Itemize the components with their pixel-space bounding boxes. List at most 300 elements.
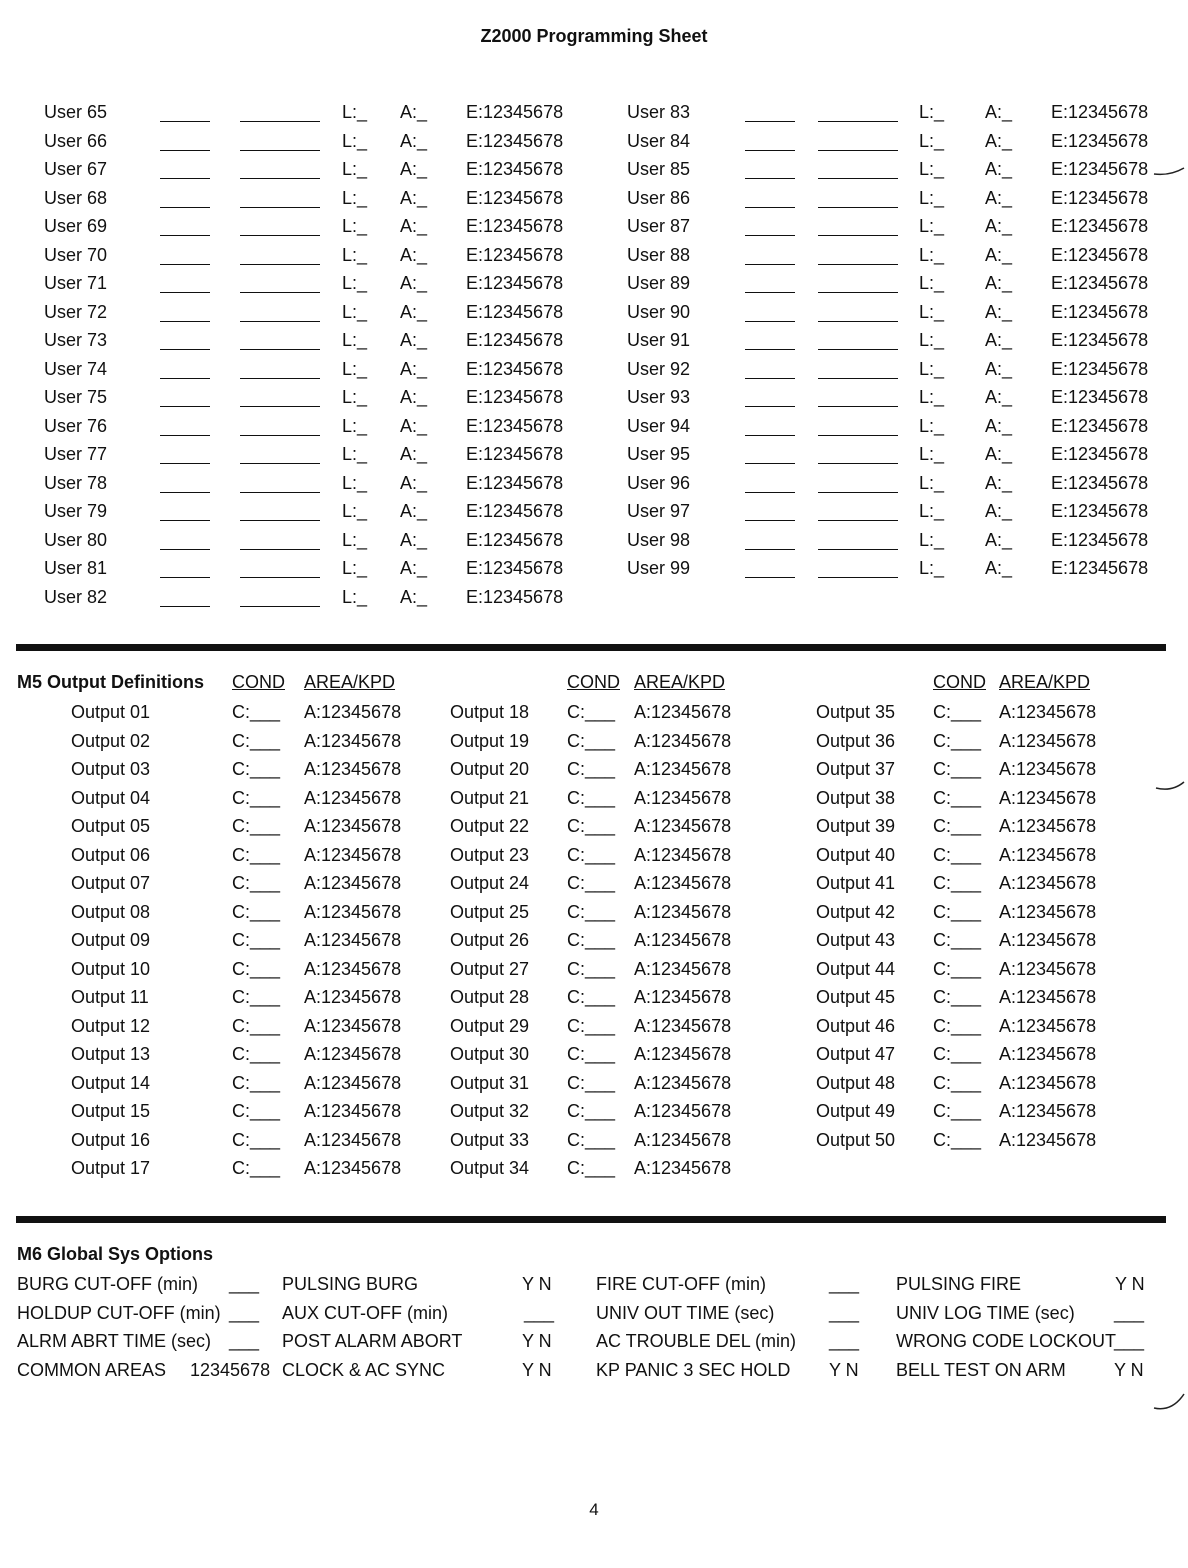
level-field[interactable]: L:_	[342, 530, 368, 550]
enable-field[interactable]: E:12345678	[1051, 245, 1149, 265]
name-field[interactable]	[818, 207, 898, 208]
area-kpd-field[interactable]: A:12345678	[634, 1016, 732, 1036]
area-kpd-field[interactable]: A:12345678	[304, 1101, 402, 1121]
output-label: Output 38	[816, 788, 896, 808]
user-label: User 73	[44, 330, 108, 350]
user-row	[0, 414, 1188, 440]
enable-field[interactable]: E:12345678	[1051, 159, 1149, 179]
cond-field[interactable]: C:___	[933, 1044, 982, 1064]
code-field[interactable]	[745, 549, 795, 550]
output-label: Output 01	[71, 702, 151, 722]
name-field[interactable]	[818, 378, 898, 379]
name-field[interactable]	[818, 264, 898, 265]
output-label: Output 45	[816, 987, 896, 1007]
level-field[interactable]: L:_	[919, 473, 945, 493]
enable-field[interactable]: E:12345678	[466, 216, 564, 236]
level-field[interactable]: L:_	[919, 501, 945, 521]
level-field[interactable]: L:_	[342, 416, 368, 436]
area-field[interactable]: A:_	[400, 530, 428, 550]
user-row	[0, 385, 1188, 411]
output-label: Output 44	[816, 959, 896, 979]
enable-field[interactable]: E:12345678	[466, 530, 564, 550]
cond-field[interactable]: C:___	[567, 816, 616, 836]
area-kpd-field[interactable]: A:12345678	[634, 1158, 732, 1178]
enable-field[interactable]: E:12345678	[466, 587, 564, 607]
cond-field[interactable]: C:___	[232, 845, 281, 865]
cond-field[interactable]: C:___	[933, 1101, 982, 1121]
cond-field[interactable]: C:___	[933, 902, 982, 922]
area-field[interactable]: A:_	[400, 245, 428, 265]
cond-field[interactable]: C:___	[933, 959, 982, 979]
area-field[interactable]: A:_	[985, 416, 1013, 436]
area-field[interactable]: A:_	[985, 216, 1013, 236]
level-field[interactable]: L:_	[342, 444, 368, 464]
enable-field[interactable]: E:12345678	[466, 359, 564, 379]
user-row	[0, 442, 1188, 468]
area-field[interactable]: A:_	[400, 273, 428, 293]
name-field[interactable]	[240, 606, 320, 607]
cond-field[interactable]: C:___	[232, 1158, 281, 1178]
level-field[interactable]: L:_	[919, 387, 945, 407]
area-kpd-field[interactable]: A:12345678	[999, 1073, 1097, 1093]
user-label: User 90	[627, 302, 691, 322]
enable-field[interactable]: E:12345678	[1051, 444, 1149, 464]
option-label: UNIV LOG TIME (sec)	[896, 1303, 1075, 1323]
code-field[interactable]	[745, 463, 795, 464]
code-field[interactable]	[745, 321, 795, 322]
cond-field[interactable]: C:___	[232, 731, 281, 751]
level-field[interactable]: L:_	[919, 558, 945, 578]
cond-field[interactable]: C:___	[933, 788, 982, 808]
output-label: Output 16	[71, 1130, 151, 1150]
level-field[interactable]: L:_	[919, 159, 945, 179]
area-kpd-field[interactable]: A:12345678	[304, 1073, 402, 1093]
enable-field[interactable]: E:12345678	[466, 302, 564, 322]
output-label: Output 25	[450, 902, 530, 922]
option-value[interactable]: ___	[1114, 1331, 1145, 1351]
area-kpd-field[interactable]: A:12345678	[304, 987, 402, 1007]
option-value[interactable]: ___	[524, 1303, 555, 1323]
enable-field[interactable]: E:12345678	[1051, 131, 1149, 151]
area-kpd-field[interactable]: A:12345678	[999, 873, 1097, 893]
area-kpd-field[interactable]: A:12345678	[304, 1016, 402, 1036]
area-field[interactable]: A:_	[985, 102, 1013, 122]
enable-field[interactable]: E:12345678	[1051, 216, 1149, 236]
level-field[interactable]: L:_	[342, 387, 368, 407]
area-field[interactable]: A:_	[400, 216, 428, 236]
level-field[interactable]: L:_	[919, 188, 945, 208]
cond-field[interactable]: C:___	[232, 816, 281, 836]
level-field[interactable]: L:_	[342, 159, 368, 179]
cond-field[interactable]: C:___	[232, 930, 281, 950]
output-row	[0, 729, 1188, 755]
cond-field[interactable]: C:___	[232, 702, 281, 722]
enable-field[interactable]: E:12345678	[466, 501, 564, 521]
option-row	[0, 1329, 1188, 1355]
level-field[interactable]: L:_	[342, 216, 368, 236]
user-label: User 69	[44, 216, 108, 236]
level-field[interactable]: L:_	[342, 188, 368, 208]
cond-field[interactable]: C:___	[232, 1016, 281, 1036]
area-kpd-field[interactable]: A:12345678	[304, 930, 402, 950]
area-kpd-field[interactable]: A:12345678	[634, 816, 732, 836]
area-kpd-field[interactable]: A:12345678	[304, 816, 402, 836]
cond-field[interactable]: C:___	[232, 1101, 281, 1121]
area-field[interactable]: A:_	[400, 587, 428, 607]
cond-field[interactable]: C:___	[933, 759, 982, 779]
level-field[interactable]: L:_	[342, 359, 368, 379]
area-kpd-field[interactable]: A:12345678	[304, 1044, 402, 1064]
area-kpd-field[interactable]: A:12345678	[999, 788, 1097, 808]
user-label: User 84	[627, 131, 691, 151]
cond-field[interactable]: C:___	[933, 1016, 982, 1036]
cond-field[interactable]: C:___	[567, 959, 616, 979]
enable-field[interactable]: E:12345678	[466, 102, 564, 122]
level-field[interactable]: L:_	[919, 444, 945, 464]
level-field[interactable]: L:_	[342, 501, 368, 521]
section-divider	[16, 1216, 1166, 1223]
level-field[interactable]: L:_	[342, 302, 368, 322]
cond-field[interactable]: C:___	[232, 1073, 281, 1093]
area-field[interactable]: A:_	[985, 188, 1013, 208]
name-field[interactable]	[818, 549, 898, 550]
area-kpd-field[interactable]: A:12345678	[634, 1044, 732, 1064]
area-kpd-field[interactable]: A:12345678	[634, 1073, 732, 1093]
option-value[interactable]: ___	[229, 1331, 260, 1351]
enable-field[interactable]: E:12345678	[1051, 188, 1149, 208]
cond-field[interactable]: C:___	[567, 873, 616, 893]
area-kpd-field[interactable]: A:12345678	[304, 759, 402, 779]
output-label: Output 21	[450, 788, 530, 808]
enable-field[interactable]: E:12345678	[1051, 302, 1149, 322]
area-kpd-field[interactable]: A:12345678	[999, 987, 1097, 1007]
level-field[interactable]: L:_	[342, 330, 368, 350]
area-field[interactable]: A:_	[400, 302, 428, 322]
enable-field[interactable]: E:12345678	[466, 416, 564, 436]
area-field[interactable]: A:_	[985, 159, 1013, 179]
enable-field[interactable]: E:12345678	[466, 245, 564, 265]
user-row	[0, 556, 1188, 582]
area-kpd-field[interactable]: A:12345678	[634, 873, 732, 893]
name-field[interactable]	[818, 292, 898, 293]
output-label: Output 15	[71, 1101, 151, 1121]
cond-field[interactable]: C:___	[232, 1044, 281, 1064]
option-value[interactable]: Y N	[522, 1331, 552, 1351]
level-field[interactable]: L:_	[342, 102, 368, 122]
area-kpd-field[interactable]: A:12345678	[999, 731, 1097, 751]
option-label: AC TROUBLE DEL (min)	[596, 1331, 797, 1351]
enable-field[interactable]: E:12345678	[1051, 359, 1149, 379]
area-kpd-field[interactable]: A:12345678	[999, 959, 1097, 979]
option-value[interactable]: 12345678	[190, 1360, 271, 1380]
cond-field[interactable]: C:___	[567, 1158, 616, 1178]
cond-field[interactable]: C:___	[232, 788, 281, 808]
output-label: Output 36	[816, 731, 896, 751]
area-kpd-field[interactable]: A:12345678	[304, 959, 402, 979]
code-field[interactable]	[745, 150, 795, 151]
enable-field[interactable]: E:12345678	[466, 558, 564, 578]
area-kpd-field[interactable]: A:12345678	[634, 959, 732, 979]
cond-field[interactable]: C:___	[567, 930, 616, 950]
cond-field[interactable]: C:___	[567, 1044, 616, 1064]
code-field[interactable]	[745, 406, 795, 407]
area-kpd-field[interactable]: A:12345678	[999, 1016, 1097, 1036]
area-field[interactable]: A:_	[985, 501, 1013, 521]
cond-field[interactable]: C:___	[933, 987, 982, 1007]
area-kpd-field[interactable]: A:12345678	[999, 1044, 1097, 1064]
user-row	[0, 243, 1188, 269]
level-field[interactable]: L:_	[919, 245, 945, 265]
code-field[interactable]	[745, 264, 795, 265]
option-value[interactable]: ___	[829, 1274, 860, 1294]
output-label: Output 04	[71, 788, 151, 808]
option-value[interactable]: ___	[829, 1331, 860, 1351]
cond-field[interactable]: C:___	[567, 788, 616, 808]
level-field[interactable]: L:_	[919, 131, 945, 151]
cond-field[interactable]: C:___	[933, 1073, 982, 1093]
option-value[interactable]: Y N	[1115, 1274, 1145, 1294]
page-title: Z2000 Programming Sheet	[480, 26, 708, 46]
area-kpd-field[interactable]: A:12345678	[634, 845, 732, 865]
area-kpd-header: AREA/KPD	[304, 672, 396, 692]
output-label: Output 23	[450, 845, 530, 865]
area-kpd-field[interactable]: A:12345678	[304, 845, 402, 865]
output-row	[0, 928, 1188, 954]
name-field[interactable]	[818, 349, 898, 350]
user-row	[0, 300, 1188, 326]
level-field[interactable]: L:_	[919, 530, 945, 550]
m5-heading: M5 Output Definitions	[17, 672, 204, 692]
user-row	[0, 499, 1188, 525]
cond-field[interactable]: C:___	[933, 930, 982, 950]
area-kpd-field[interactable]: A:12345678	[304, 702, 402, 722]
area-field[interactable]: A:_	[985, 131, 1013, 151]
cond-field[interactable]: C:___	[567, 987, 616, 1007]
name-field[interactable]	[818, 321, 898, 322]
level-field[interactable]: L:_	[919, 416, 945, 436]
area-kpd-field[interactable]: A:12345678	[999, 702, 1097, 722]
area-field[interactable]: A:_	[400, 501, 428, 521]
cond-field[interactable]: C:___	[567, 845, 616, 865]
name-field[interactable]	[818, 577, 898, 578]
code-field[interactable]	[160, 606, 210, 607]
area-kpd-field[interactable]: A:12345678	[634, 788, 732, 808]
area-field[interactable]: A:_	[400, 330, 428, 350]
level-field[interactable]: L:_	[919, 330, 945, 350]
option-value[interactable]: ___	[229, 1274, 260, 1294]
option-value[interactable]: ___	[829, 1303, 860, 1323]
level-field[interactable]: L:_	[919, 216, 945, 236]
level-field[interactable]: L:_	[919, 359, 945, 379]
area-field[interactable]: A:_	[400, 159, 428, 179]
area-field[interactable]: A:_	[985, 387, 1013, 407]
level-field[interactable]: L:_	[342, 245, 368, 265]
output-row	[0, 1042, 1188, 1068]
enable-field[interactable]: E:12345678	[466, 159, 564, 179]
area-field[interactable]: A:_	[985, 473, 1013, 493]
code-field[interactable]	[745, 492, 795, 493]
enable-field[interactable]: E:12345678	[1051, 416, 1149, 436]
enable-field[interactable]: E:12345678	[1051, 501, 1149, 521]
enable-field[interactable]: E:12345678	[466, 330, 564, 350]
enable-field[interactable]: E:12345678	[1051, 387, 1149, 407]
area-kpd-field[interactable]: A:12345678	[999, 930, 1097, 950]
option-value[interactable]: Y N	[522, 1274, 552, 1294]
output-label: Output 48	[816, 1073, 896, 1093]
name-field[interactable]	[818, 178, 898, 179]
area-kpd-field[interactable]: A:12345678	[999, 1101, 1097, 1121]
area-field[interactable]: A:_	[400, 444, 428, 464]
level-field[interactable]: L:_	[342, 131, 368, 151]
code-field[interactable]	[745, 207, 795, 208]
option-value[interactable]: Y N	[829, 1360, 859, 1380]
enable-field[interactable]: E:12345678	[466, 131, 564, 151]
level-field[interactable]: L:_	[919, 273, 945, 293]
area-field[interactable]: A:_	[400, 473, 428, 493]
area-kpd-field[interactable]: A:12345678	[634, 702, 732, 722]
area-field[interactable]: A:_	[985, 558, 1013, 578]
area-field[interactable]: A:_	[985, 302, 1013, 322]
area-kpd-field[interactable]: A:12345678	[304, 1130, 402, 1150]
area-field[interactable]: A:_	[400, 102, 428, 122]
area-field[interactable]: A:_	[985, 245, 1013, 265]
area-kpd-field[interactable]: A:12345678	[304, 1158, 402, 1178]
name-field[interactable]	[818, 121, 898, 122]
code-field[interactable]	[745, 577, 795, 578]
enable-field[interactable]: E:12345678	[466, 273, 564, 293]
area-field[interactable]: A:_	[400, 558, 428, 578]
user-label: User 91	[627, 330, 691, 350]
cond-field[interactable]: C:___	[232, 759, 281, 779]
area-field[interactable]: A:_	[985, 273, 1013, 293]
area-field[interactable]: A:_	[985, 330, 1013, 350]
enable-field[interactable]: E:12345678	[466, 444, 564, 464]
area-field[interactable]: A:_	[400, 188, 428, 208]
user-label: User 74	[44, 359, 108, 379]
cond-field[interactable]: C:___	[933, 731, 982, 751]
cond-field[interactable]: C:___	[232, 873, 281, 893]
area-field[interactable]: A:_	[985, 444, 1013, 464]
enable-field[interactable]: E:12345678	[1051, 273, 1149, 293]
cond-field[interactable]: C:___	[933, 1130, 982, 1150]
code-field[interactable]	[745, 349, 795, 350]
cond-field[interactable]: C:___	[567, 702, 616, 722]
level-field[interactable]: L:_	[342, 587, 368, 607]
area-field[interactable]: A:_	[985, 359, 1013, 379]
area-kpd-field[interactable]: A:12345678	[634, 902, 732, 922]
code-field[interactable]	[745, 435, 795, 436]
area-kpd-field[interactable]: A:12345678	[304, 788, 402, 808]
code-field[interactable]	[745, 378, 795, 379]
enable-field[interactable]: E:12345678	[466, 473, 564, 493]
user-label: User 83	[627, 102, 691, 122]
page-number: 4	[589, 1500, 599, 1519]
enable-field[interactable]: E:12345678	[1051, 473, 1149, 493]
name-field[interactable]	[818, 406, 898, 407]
cond-field[interactable]: C:___	[567, 1101, 616, 1121]
cond-field[interactable]: C:___	[232, 987, 281, 1007]
cond-field[interactable]: C:___	[933, 845, 982, 865]
option-value[interactable]: Y N	[1114, 1360, 1144, 1380]
name-field[interactable]	[818, 435, 898, 436]
name-field[interactable]	[818, 463, 898, 464]
output-label: Output 42	[816, 902, 896, 922]
option-value[interactable]: ___	[1114, 1303, 1145, 1323]
level-field[interactable]: L:_	[919, 102, 945, 122]
cond-field[interactable]: C:___	[567, 759, 616, 779]
user-label: User 68	[44, 188, 108, 208]
cond-field[interactable]: C:___	[567, 731, 616, 751]
name-field[interactable]	[818, 150, 898, 151]
output-label: Output 27	[450, 959, 530, 979]
area-field[interactable]: A:_	[985, 530, 1013, 550]
area-kpd-field[interactable]: A:12345678	[999, 759, 1097, 779]
code-field[interactable]	[745, 178, 795, 179]
enable-field[interactable]: E:12345678	[466, 188, 564, 208]
enable-field[interactable]: E:12345678	[1051, 558, 1149, 578]
area-kpd-field[interactable]: A:12345678	[304, 902, 402, 922]
level-field[interactable]: L:_	[342, 558, 368, 578]
area-kpd-field[interactable]: A:12345678	[634, 930, 732, 950]
area-field[interactable]: A:_	[400, 131, 428, 151]
enable-field[interactable]: E:12345678	[1051, 530, 1149, 550]
cond-field[interactable]: C:___	[567, 1073, 616, 1093]
user-label: User 89	[627, 273, 691, 293]
cond-field[interactable]: C:___	[933, 702, 982, 722]
area-kpd-field[interactable]: A:12345678	[304, 873, 402, 893]
area-kpd-field[interactable]: A:12345678	[999, 1130, 1097, 1150]
name-field[interactable]	[818, 520, 898, 521]
cond-field[interactable]: C:___	[232, 959, 281, 979]
cond-field[interactable]: C:___	[232, 1130, 281, 1150]
area-kpd-field[interactable]: A:12345678	[634, 1130, 732, 1150]
area-kpd-field[interactable]: A:12345678	[999, 845, 1097, 865]
cond-field[interactable]: C:___	[567, 1130, 616, 1150]
name-field[interactable]	[818, 492, 898, 493]
area-kpd-field[interactable]: A:12345678	[634, 731, 732, 751]
level-field[interactable]: L:_	[342, 273, 368, 293]
code-field[interactable]	[745, 121, 795, 122]
area-field[interactable]: A:_	[400, 416, 428, 436]
cond-field[interactable]: C:___	[567, 902, 616, 922]
area-kpd-field[interactable]: A:12345678	[999, 902, 1097, 922]
area-kpd-field[interactable]: A:12345678	[304, 731, 402, 751]
code-field[interactable]	[745, 235, 795, 236]
level-field[interactable]: L:_	[919, 302, 945, 322]
cond-field[interactable]: C:___	[933, 816, 982, 836]
option-label: ALRM ABRT TIME (sec)	[17, 1331, 212, 1351]
cond-field[interactable]: C:___	[933, 873, 982, 893]
code-field[interactable]	[745, 292, 795, 293]
option-value[interactable]: ___	[229, 1303, 260, 1323]
area-field[interactable]: A:_	[400, 387, 428, 407]
output-row	[0, 1128, 1188, 1154]
area-kpd-field[interactable]: A:12345678	[999, 816, 1097, 836]
enable-field[interactable]: E:12345678	[1051, 102, 1149, 122]
area-kpd-field[interactable]: A:12345678	[634, 759, 732, 779]
level-field[interactable]: L:_	[342, 473, 368, 493]
name-field[interactable]	[818, 235, 898, 236]
enable-field[interactable]: E:12345678	[1051, 330, 1149, 350]
option-value[interactable]: Y N	[522, 1360, 552, 1380]
cond-field[interactable]: C:___	[232, 902, 281, 922]
area-kpd-field[interactable]: A:12345678	[634, 1101, 732, 1121]
cond-field[interactable]: C:___	[567, 1016, 616, 1036]
enable-field[interactable]: E:12345678	[466, 387, 564, 407]
code-field[interactable]	[745, 520, 795, 521]
area-kpd-field[interactable]: A:12345678	[634, 987, 732, 1007]
area-field[interactable]: A:_	[400, 359, 428, 379]
